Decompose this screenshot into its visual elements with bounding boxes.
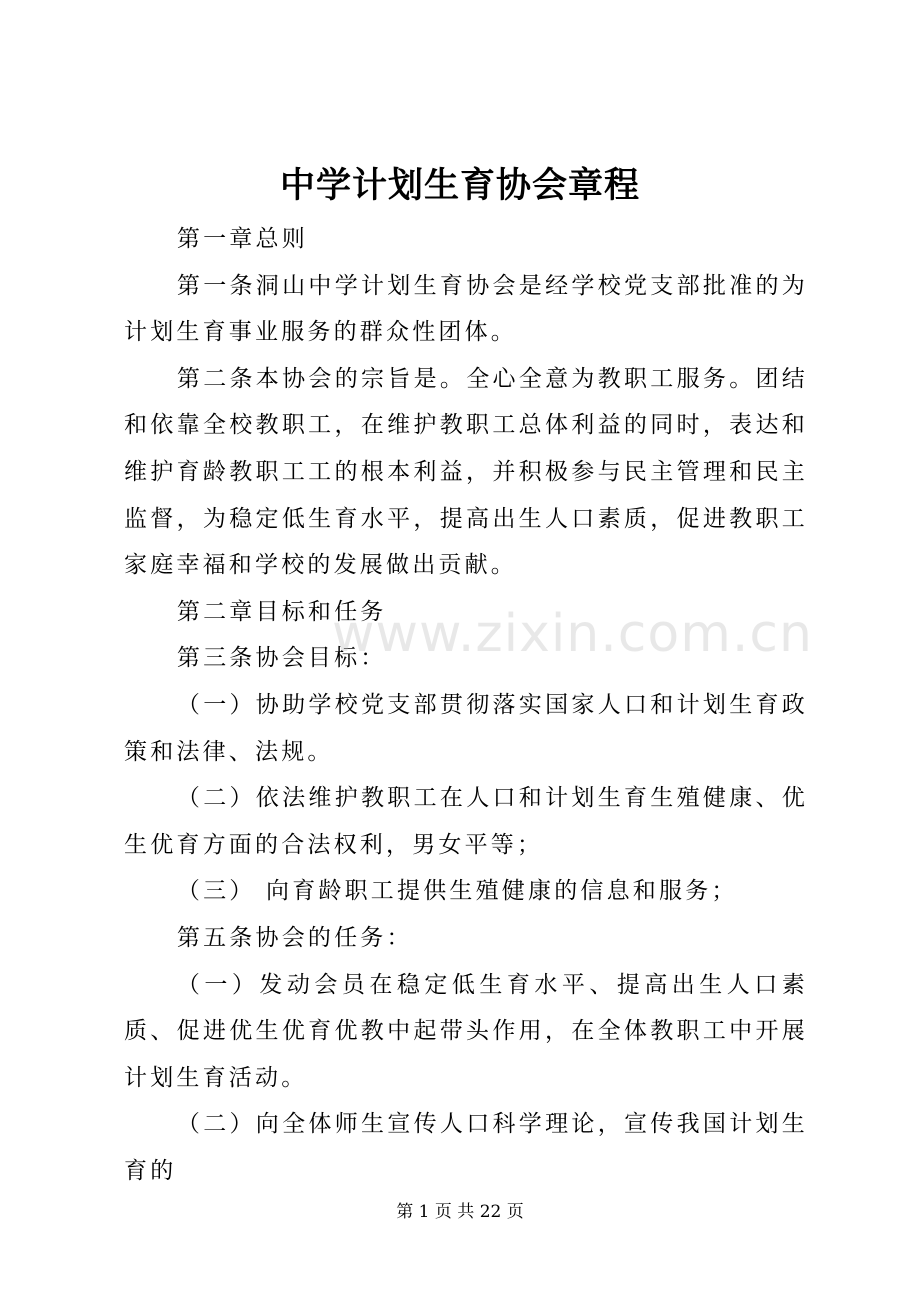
document-body xyxy=(124,216,808,1194)
chapter-heading: 第二章目标和任务 xyxy=(176,598,387,625)
paragraph: （二）依法维护教职工在人口和计划生育生殖健康、优生优育方面的合法权利，男女平等； xyxy=(124,785,808,858)
paragraph: （一）协助学校党支部贯彻落实国家人口和计划生育政策和法律、法规。 xyxy=(124,691,808,765)
document-title: 中学计划生育协会章程 xyxy=(279,165,640,206)
chapter-heading: 第一章总则 xyxy=(176,226,308,252)
paragraph: （三） 向育龄职工提供生殖健康的信息和服务； xyxy=(176,878,738,905)
page-footer: 第 1 页 共 22 页 xyxy=(396,1202,524,1222)
paragraph: 第五条协会的任务： xyxy=(176,924,413,951)
paragraph: （二）向全体师生宣传人口科学理论，宣传我国计划生育的 xyxy=(124,1111,808,1184)
paragraph: （一）发动会员在稳定低生育水平、提高出生人口素质、促进优生优育优教中起带头作用，在全体教职工中开展计划生育活动。 xyxy=(124,971,808,1091)
watermark: www.zixin.com.cn xyxy=(332,604,813,664)
paragraph: 第二条本协会的宗旨是。全心全意为教职工服务。团结和依靠全校教职工，在维护教职工总体利益的同时，表达和维护育龄教职工工的根本利益，并积极参与民主管理和民主监督，为稳定低生育水平，提高出生人口素质，促进教职工家庭幸福和学校的发展做出贡献。 xyxy=(124,365,808,579)
paragraph: 第一条洞山中学计划生育协会是经学校党支部批准的为计划生育事业服务的群众性团体。 xyxy=(124,272,808,346)
paragraph: 第三条协会目标： xyxy=(176,645,387,672)
